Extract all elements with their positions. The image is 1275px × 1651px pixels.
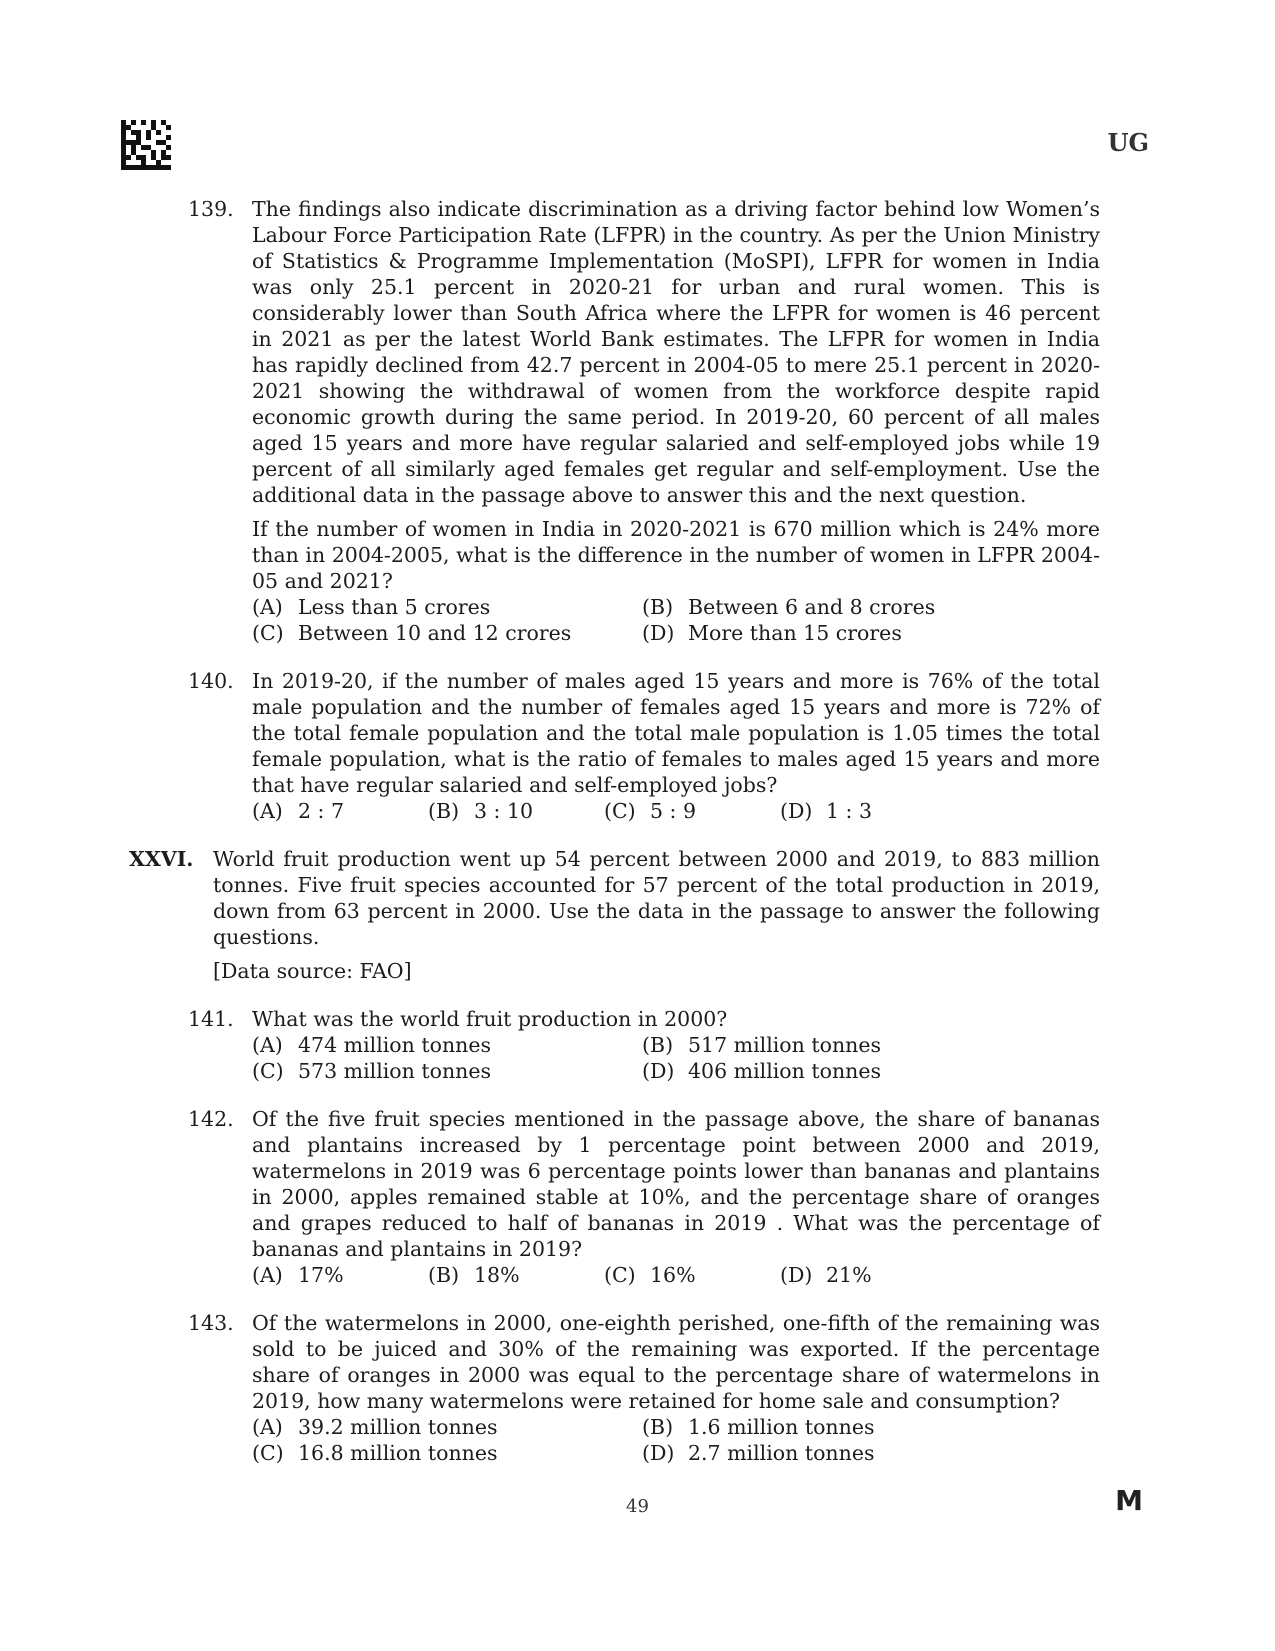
options-list (252, 1032, 1100, 1084)
option-b (642, 1032, 1082, 1058)
option-d (780, 798, 956, 824)
option-text: 5 : 9 (650, 799, 697, 823)
option-label: (B) (642, 1415, 674, 1439)
question-text: Of the watermelons in 2000, one-eighth perished, one-fifth of the remaining was sold to be juiced and 30% of the remaining was exported. If the percentage share of oranges in 2000 was equal to the percentage share of watermelons in 2019, how many watermelons were retained for home sale and consumption? (252, 1311, 1100, 1413)
option-a (252, 1414, 642, 1440)
option-d (780, 1262, 956, 1288)
option-b (428, 798, 604, 824)
question-number: 143. (188, 1311, 234, 1335)
option-label: (D) (642, 1441, 675, 1465)
option-text: 573 million tonnes (298, 1059, 492, 1083)
option-text: 21% (826, 1263, 872, 1287)
option-text: 2 : 7 (298, 799, 345, 823)
section-passage: World fruit production went up 54 percent between 2000 and 2019, to 883 million tonnes. Five fruit species accounted for 57 percent of the total production in 2019, down from 63 percent in 2000. Use the data in the passage to answer the following questions. (213, 847, 1100, 949)
option-b (642, 1414, 1082, 1440)
option-a (252, 1262, 428, 1288)
option-c (252, 1440, 642, 1466)
option-a (252, 1032, 642, 1058)
data-source: [Data source: FAO] (213, 959, 412, 983)
option-d (642, 620, 1082, 646)
option-label: (D) (780, 799, 813, 823)
options-list (252, 1414, 1100, 1466)
option-label: (D) (642, 1059, 675, 1083)
option-c (604, 1262, 780, 1288)
option-d (642, 1440, 1082, 1466)
question-text: The findings also indicate discrimination as a driving factor behind low Women’s Labour Force Participation Rate (LFPR) in the country. As per the Union Ministry of Statistics & Programme Implementation (MoSPI), LFPR for women in India was only 25.1 percent in 2020-21 for urban and rural women. This is considerably lower than South Africa where the LFPR for women is 46 percent in 2021 as per the latest World Bank estimates. The LFPR for women in India has rapidly declined from 42.7 percent in 2004-05 to mere 25.1 percent in 2020-2021 showing the withdrawal of women from the workforce despite rapid economic growth during the same period. In 2019-20, 60 percent of all males aged 15 years and more have regular salaried and self-employed jobs while 19 percent of all similarly aged females get regular and self-employment. Use the additional data in the passage above to answer this and the next question. (252, 197, 1100, 507)
paper-code: UG (1107, 128, 1149, 157)
question-text: What was the world fruit production in 2000? (252, 1007, 728, 1031)
question-140 (188, 668, 1100, 824)
questions-block-b (0, 1006, 1275, 1466)
option-c (252, 620, 642, 646)
option-text: 406 million tonnes (688, 1059, 882, 1083)
option-text: 517 million tonnes (688, 1033, 882, 1057)
question-number: 141. (188, 1007, 234, 1031)
option-c (604, 798, 780, 824)
section-xxvi (129, 846, 1100, 984)
option-label: (B) (642, 595, 674, 619)
option-text: 17% (298, 1263, 344, 1287)
question-139 (188, 196, 1100, 646)
options-list (252, 594, 1100, 646)
option-label: (B) (428, 1263, 460, 1287)
question-text: In 2019-20, if the number of males aged 15 years and more is 76% of the total male population and the number of females aged 15 years and more is 72% of the total female population and the total male population is 1.05 times the total female population, what is the ratio of females to males aged 15 years and more that have regular salaried and self-employed jobs? (252, 669, 1100, 797)
option-text: Between 10 and 12 crores (298, 621, 572, 645)
option-text: 3 : 10 (474, 799, 534, 823)
option-label: (C) (252, 1059, 284, 1083)
option-label: (C) (604, 799, 636, 823)
section-number: XXVI. (129, 847, 194, 871)
options-list (252, 1262, 1100, 1288)
question-142 (188, 1106, 1100, 1288)
page-number: 49 (626, 1496, 649, 1517)
option-label: (A) (252, 595, 283, 619)
series-mark: M (1115, 1484, 1143, 1517)
option-label: (A) (252, 1033, 283, 1057)
option-text: Less than 5 crores (298, 595, 491, 619)
option-text: 18% (474, 1263, 520, 1287)
option-text: 39.2 million tonnes (298, 1415, 498, 1439)
option-label: (A) (252, 1263, 283, 1287)
option-label: (C) (252, 621, 284, 645)
option-label: (D) (780, 1263, 813, 1287)
option-label: (C) (252, 1441, 284, 1465)
question-number: 142. (188, 1107, 234, 1131)
option-b (428, 1262, 604, 1288)
option-text: 474 million tonnes (298, 1033, 492, 1057)
option-label: (C) (604, 1263, 636, 1287)
option-b (642, 594, 1082, 620)
question-141 (188, 1006, 1100, 1084)
questions-block-a (0, 196, 1275, 824)
option-text: Between 6 and 8 crores (688, 595, 936, 619)
option-label: (A) (252, 1415, 283, 1439)
barcode-datamatrix (121, 120, 171, 170)
question-number: 139. (188, 197, 234, 221)
option-label: (D) (642, 621, 675, 645)
option-a (252, 594, 642, 620)
option-d (642, 1058, 1082, 1084)
question-number: 140. (188, 669, 234, 693)
option-text: 1 : 3 (826, 799, 873, 823)
option-text: 16% (650, 1263, 696, 1287)
option-a (252, 798, 428, 824)
option-c (252, 1058, 642, 1084)
option-text: 16.8 million tonnes (298, 1441, 498, 1465)
question-content (0, 196, 1275, 1466)
options-list (252, 798, 1100, 824)
option-label: (A) (252, 799, 283, 823)
option-label: (B) (428, 799, 460, 823)
question-143 (188, 1310, 1100, 1466)
option-text: 1.6 million tonnes (688, 1415, 875, 1439)
question-text: Of the five fruit species mentioned in the passage above, the share of bananas and plantains increased by 1 percentage point between 2000 and 2019, watermelons in 2019 was 6 percentage points lower than bananas and plantains in 2000, apples remained stable at 10%, and the percentage share of oranges and grapes reduced to half of bananas in 2019 . What was the percentage of bananas and plantains in 2019? (252, 1107, 1100, 1261)
option-label: (B) (642, 1033, 674, 1057)
option-text: More than 15 crores (688, 621, 902, 645)
question-text: If the number of women in India in 2020-2021 is 670 million which is 24% more than in 2004-2005, what is the difference in the number of women in LFPR 2004-05 and 2021? (252, 517, 1100, 593)
option-text: 2.7 million tonnes (688, 1441, 875, 1465)
